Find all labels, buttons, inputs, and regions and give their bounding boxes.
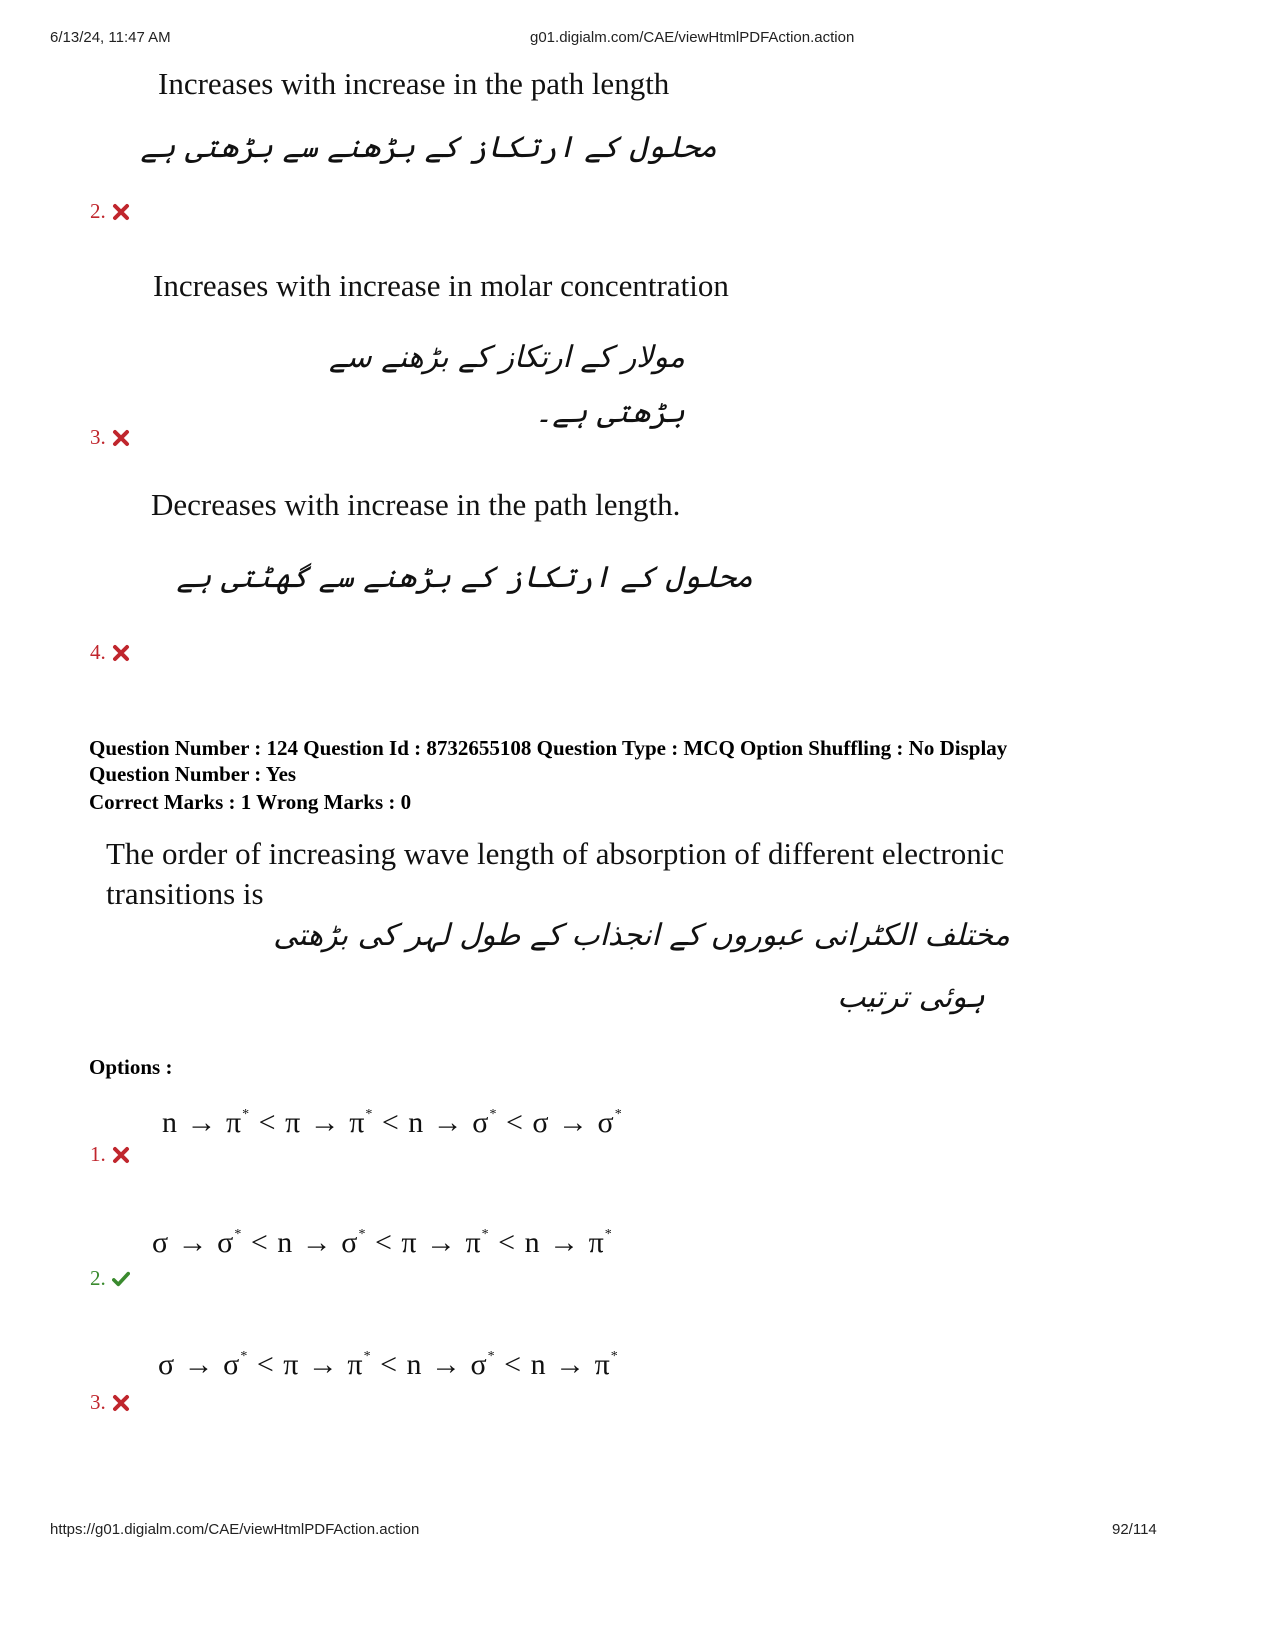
option-3-text: Decreases with increase in the path length. — [151, 487, 681, 522]
option-2-urdu-line1: مولار کے ارتکاز کے بڑھنے سے — [328, 340, 685, 375]
page-number: 92/114 — [1112, 1521, 1157, 1538]
question-meta: Question Number : 124 Question Id : 8732655108 Question Type : MCQ Option Shuffling : No Display Question Number : Yes Correct Marks : 1 Wrong Marks : 0 — [89, 736, 1008, 814]
option-1-formula: n → π* < π → π* < n → σ* < σ → σ* — [162, 1106, 623, 1139]
cross-icon — [112, 429, 130, 447]
option-number-2-correct: 2. — [90, 1266, 130, 1291]
print-datetime: 6/13/24, 11:47 AM — [50, 29, 171, 46]
option-number-3-q124: 3. — [90, 1390, 130, 1415]
option-number-2: 2. — [90, 199, 130, 224]
option-2-formula: σ → σ* < n → σ* < π → π* < n → π* — [152, 1226, 613, 1259]
option-1-text: Increases with increase in the path length — [158, 66, 670, 101]
cross-icon — [112, 203, 130, 221]
option-2-urdu-line2: بڑھتی ہے۔ — [534, 395, 685, 430]
options-label: Options : — [89, 1055, 173, 1079]
question-urdu-line1: مختلف الکٹرانی عبوروں کے انجذاب کے طول لہر کی بڑھتی — [273, 918, 1010, 953]
option-3-urdu: محلول کے ارتکاز کے بڑھنے سے گھٹتی ہے — [176, 560, 753, 595]
option-3-formula: σ → σ* < π → π* < n → σ* < n → π* — [158, 1348, 619, 1381]
print-url-footer: https://g01.digialm.com/CAE/viewHtmlPDFAction.action — [50, 1521, 420, 1538]
cross-icon — [112, 1146, 130, 1164]
cross-icon — [112, 644, 130, 662]
option-number-3: 3. — [90, 425, 130, 450]
option-1-urdu: محلول کے ارتکاز کے بڑھنے سے بڑھتی ہے — [140, 130, 717, 165]
option-2-text: Increases with increase in molar concentration — [153, 268, 729, 303]
question-urdu-line2: ہوئی ترتیب — [837, 980, 985, 1015]
question-text: The order of increasing wave length of absorption of different electronic transitions is — [106, 836, 1005, 911]
option-number-4: 4. — [90, 640, 130, 665]
print-url-header: g01.digialm.com/CAE/viewHtmlPDFAction.action — [530, 29, 855, 46]
check-icon — [112, 1270, 130, 1288]
cross-icon — [112, 1394, 130, 1412]
option-number-1: 1. — [90, 1142, 130, 1167]
